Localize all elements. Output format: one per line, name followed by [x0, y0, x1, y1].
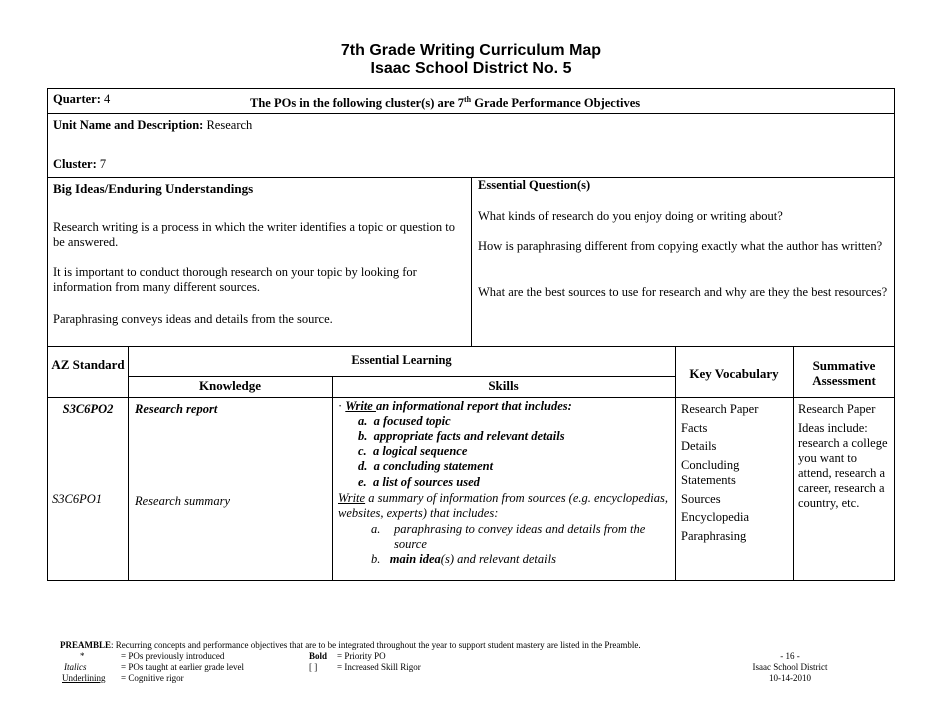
knowledge-research-summary: Research summary	[135, 494, 231, 508]
skill-research-report: · Write an informational report that includes:	[338, 399, 572, 413]
standard-s3c6po1: S3C6PO1	[52, 492, 102, 506]
question-2: How is paraphrasing different from copying exactly what the author has written?	[478, 239, 883, 253]
skill-item-a: a. a focused topic	[358, 414, 451, 428]
unit-label: Unit Name and Description:	[53, 118, 204, 132]
vocab-concluding-statements: Concluding Statements	[681, 458, 740, 487]
cluster-field	[53, 157, 106, 172]
unit-value: Research	[206, 118, 253, 132]
vocab-encyclopedia: Encyclopedia	[681, 510, 750, 524]
skill-item-c: c. a logical sequence	[358, 444, 468, 458]
big-idea-2: It is important to conduct thorough research on your topic by looking for information from many different sources.	[53, 265, 417, 294]
vocab-sources: Sources	[681, 492, 721, 506]
skill-summary-item-b: b. main idea(s) and relevant details	[371, 552, 556, 566]
vocab-facts: Facts	[681, 421, 708, 435]
skill-summary-item-a: paraphrasing to convey ideas and details from the source	[394, 522, 646, 551]
assessment-research-paper: Research Paper	[798, 402, 876, 416]
vocab-research-paper: Research Paper	[681, 402, 759, 416]
district-footer: Isaac School District	[752, 662, 828, 672]
legend-bold-desc: = Priority PO	[337, 651, 386, 661]
question-3: What are the best sources to use for research and why are they the best resources?	[478, 285, 888, 299]
vocab-details: Details	[681, 439, 717, 453]
cluster-value: 7	[99, 157, 107, 171]
legend-underlining: Underlining	[62, 673, 106, 683]
key-vocabulary-header: Key Vocabulary	[689, 366, 779, 381]
az-standard-header: AZ Standard	[51, 357, 125, 372]
big-ideas-heading: Big Ideas/Enduring Understandings	[53, 181, 254, 196]
date-footer: 10-14-2010	[769, 673, 811, 683]
big-idea-1: Research writing is a process in which the writer identifies a topic or question to be answered.	[53, 220, 455, 249]
preamble-note: PREAMBLE: Recurring concepts and performance objectives that are to be integrated throughout the year to support student mastery are listed in the Preamble.	[60, 640, 641, 650]
big-idea-3: Paraphrasing conveys ideas and details from the source.	[53, 312, 333, 326]
skill-summary-item-a-mark: a.	[371, 522, 381, 536]
page-title: 7th Grade Writing Curriculum Map	[340, 42, 602, 59]
legend-star-desc: = POs previously introduced	[121, 651, 225, 661]
legend-brackets-desc: = Increased Skill Rigor	[337, 662, 421, 672]
page-subtitle: Isaac School District No. 5	[370, 60, 572, 77]
legend-brackets: [ ]	[309, 662, 318, 672]
legend-star: *	[80, 651, 85, 661]
essential-questions-heading: Essential Question(s)	[478, 178, 591, 192]
legend-bold: Bold	[309, 651, 328, 661]
knowledge-header: Knowledge	[198, 378, 262, 393]
quarter-value: 4	[104, 92, 111, 106]
knowledge-research-report: Research report	[135, 402, 218, 416]
legend-underlining-desc: = Cognitive rigor	[121, 673, 184, 683]
skill-item-d: d. a concluding statement	[358, 459, 494, 473]
unit-field	[53, 118, 252, 133]
question-1: What kinds of research do you enjoy doing or writing about?	[478, 209, 783, 223]
legend-italics-desc: = POs taught at earlier grade level	[121, 662, 245, 672]
standard-s3c6po2: S3C6PO2	[62, 402, 114, 416]
vocab-paraphrasing: Paraphrasing	[681, 529, 747, 543]
skill-item-b: b. appropriate facts and relevant details	[358, 429, 565, 443]
page-number: - 16 -	[780, 651, 800, 661]
cluster-statement: The POs in the following cluster(s) are 7th Grade Performance Objectives	[250, 95, 641, 111]
skill-item-e: e. a list of sources used	[358, 475, 480, 489]
assessment-ideas: Ideas include: research a college you want to attend, research a career, research a country, etc.	[798, 421, 888, 510]
skill-research-summary: Write a summary of information from sources (e.g. encyclopedias, websites, experts) that includes:	[338, 491, 668, 520]
cluster-label: Cluster:	[53, 157, 97, 171]
quarter-field	[53, 92, 110, 107]
skills-header: Skills	[488, 378, 519, 393]
quarter-label: Quarter:	[53, 92, 101, 106]
summative-assessment-header: Summative Assessment	[812, 358, 876, 388]
legend-italics: Italics	[64, 662, 87, 672]
essential-learning-header: Essential Learning	[351, 353, 452, 367]
